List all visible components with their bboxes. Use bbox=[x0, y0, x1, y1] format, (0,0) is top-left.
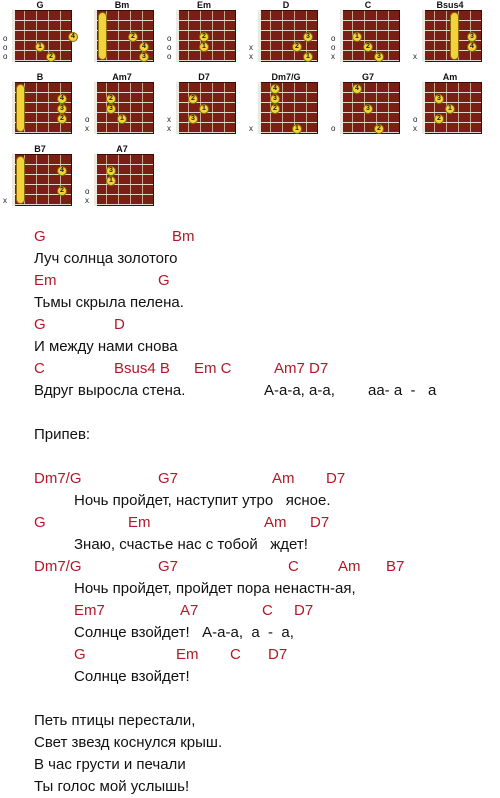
finger-dot: 2 bbox=[57, 186, 67, 196]
chord-label: D7 bbox=[326, 470, 346, 487]
lyric-text: Припев: bbox=[34, 426, 91, 443]
chord-label: Am7 D7 bbox=[274, 360, 329, 377]
chord-label: D7 bbox=[268, 646, 288, 663]
chord-label: D bbox=[114, 316, 125, 333]
chord-label: Dm7/G bbox=[34, 470, 82, 487]
finger-dot: 2 bbox=[363, 42, 373, 52]
chord-line bbox=[0, 226, 500, 248]
barre-marker bbox=[16, 156, 25, 204]
chord-line bbox=[0, 468, 500, 490]
lyric-line bbox=[0, 424, 500, 446]
lyric-text: Ночь пройдет, пройдет пора ненастн-ая, bbox=[74, 580, 356, 597]
chord-label: D7 bbox=[310, 514, 330, 531]
chord-diagram bbox=[410, 72, 490, 147]
chord-label: C bbox=[262, 602, 273, 619]
finger-dot: 4 bbox=[352, 84, 362, 94]
chord-line bbox=[0, 600, 500, 622]
lyric-text: Солнце взойдет! А-а-а, а - а, bbox=[74, 624, 294, 641]
finger-dot: 2 bbox=[434, 114, 444, 124]
muted-string-mark: x bbox=[413, 52, 417, 61]
finger-dot: 2 bbox=[128, 32, 138, 42]
finger-dot: 2 bbox=[199, 32, 209, 42]
lyric-text: Ты голос мой услышь! bbox=[34, 778, 190, 795]
chord-line bbox=[0, 644, 500, 666]
lyric-fragment: А-а-а, а-а, bbox=[264, 382, 335, 399]
open-string-mark: o bbox=[331, 43, 336, 52]
chord-line bbox=[0, 358, 500, 380]
fretboard bbox=[258, 82, 318, 134]
chord-label: G7 bbox=[158, 558, 179, 575]
muted-string-mark: x bbox=[249, 52, 253, 61]
chord-diagram bbox=[328, 0, 408, 75]
chord-diagram bbox=[82, 72, 162, 147]
finger-dot: 2 bbox=[57, 114, 67, 124]
chord-label: Bsus4 B bbox=[114, 360, 170, 377]
muted-string-mark: x bbox=[85, 196, 89, 205]
open-string-mark: o bbox=[85, 187, 90, 196]
finger-dot: 3 bbox=[434, 94, 444, 104]
finger-dot: 1 bbox=[35, 42, 45, 52]
finger-dot: 2 bbox=[374, 124, 384, 134]
chord-name: Am7 bbox=[112, 72, 132, 82]
chord-diagrams bbox=[0, 0, 500, 220]
lyric-line bbox=[0, 248, 500, 270]
open-string-mark: o bbox=[331, 34, 336, 43]
finger-dot: 4 bbox=[57, 94, 67, 104]
lyric-text: Солнце взойдет! bbox=[74, 668, 190, 685]
open-string-mark: o bbox=[85, 115, 90, 124]
chord-diagram bbox=[246, 72, 326, 147]
lyric-line bbox=[0, 710, 500, 732]
nut bbox=[422, 10, 425, 62]
nut bbox=[94, 154, 97, 206]
lyric-line bbox=[0, 754, 500, 776]
muted-string-mark: x bbox=[249, 43, 253, 52]
blank-line bbox=[0, 446, 500, 468]
chord-diagram bbox=[0, 0, 80, 75]
chord-diagram bbox=[0, 144, 80, 219]
nut bbox=[94, 10, 97, 62]
chord-name: B bbox=[36, 72, 44, 82]
chord-name: Em bbox=[196, 0, 211, 10]
nut bbox=[340, 82, 343, 134]
chord-label: Em C bbox=[194, 360, 232, 377]
lyric-fragment: Вдруг выросла стена. bbox=[34, 382, 186, 399]
blank-line bbox=[0, 402, 500, 424]
finger-dot: 4 bbox=[467, 42, 477, 52]
finger-dot: 4 bbox=[270, 84, 280, 94]
chord-name: Dm7/G bbox=[271, 72, 301, 82]
chord-diagram bbox=[164, 0, 244, 75]
lyric-text: Свет звезд коснулся крыш. bbox=[34, 734, 223, 751]
lyric-text: И между нами снова bbox=[34, 338, 178, 355]
chord-label: Dm7/G bbox=[34, 558, 82, 575]
fretboard bbox=[12, 10, 72, 62]
chord-label: Bm bbox=[172, 228, 195, 245]
open-string-mark: o bbox=[167, 34, 172, 43]
chord-name: Bm bbox=[114, 0, 130, 10]
nut bbox=[176, 10, 179, 62]
chord-diagram bbox=[410, 0, 490, 75]
chord-diagram bbox=[164, 72, 244, 147]
open-string-mark: o bbox=[3, 43, 8, 52]
chord-label: Em bbox=[34, 272, 57, 289]
chord-label: A7 bbox=[180, 602, 199, 619]
finger-dot: 2 bbox=[270, 104, 280, 114]
chord-line bbox=[0, 270, 500, 292]
chord-label: Am bbox=[272, 470, 295, 487]
lyric-line bbox=[0, 336, 500, 358]
lyric-line bbox=[0, 732, 500, 754]
finger-dot: 1 bbox=[445, 104, 455, 114]
chord-name: Am bbox=[442, 72, 458, 82]
chord-diagram bbox=[82, 0, 162, 75]
blank-line bbox=[0, 688, 500, 710]
muted-string-mark: x bbox=[85, 124, 89, 133]
lyric-text: Луч солнца золотого bbox=[34, 250, 178, 267]
chord-label: G7 bbox=[158, 470, 179, 487]
finger-dot: 3 bbox=[374, 52, 384, 62]
chord-name: G7 bbox=[361, 72, 374, 82]
chord-name: A7 bbox=[116, 144, 128, 154]
finger-dot: 3 bbox=[363, 104, 373, 114]
muted-string-mark: x bbox=[331, 52, 335, 61]
finger-dot: 1 bbox=[199, 104, 209, 114]
open-string-mark: o bbox=[3, 52, 8, 61]
lyric-text: Петь птицы перестали, bbox=[34, 712, 196, 729]
nut bbox=[258, 10, 261, 62]
finger-dot: 3 bbox=[303, 32, 313, 42]
muted-string-mark: x bbox=[3, 196, 7, 205]
open-string-mark: o bbox=[167, 43, 172, 52]
barre-marker bbox=[16, 84, 25, 132]
finger-dot: 4 bbox=[57, 166, 67, 176]
nut bbox=[176, 82, 179, 134]
lyric-fragment: аа- а - а bbox=[368, 382, 437, 399]
open-string-mark: o bbox=[3, 34, 8, 43]
lyric-text: Ночь пройдет, наступит утро ясное. bbox=[74, 492, 331, 509]
chord-line bbox=[0, 556, 500, 578]
nut bbox=[12, 154, 15, 206]
finger-dot: 3 bbox=[106, 104, 116, 114]
chord-label: G bbox=[158, 272, 170, 289]
nut bbox=[12, 10, 15, 62]
open-string-mark: o bbox=[413, 115, 418, 124]
fretboard bbox=[340, 10, 400, 62]
chord-label: C bbox=[230, 646, 241, 663]
muted-string-mark: x bbox=[249, 124, 253, 133]
chord-name: D bbox=[282, 0, 290, 10]
chord-label: G bbox=[74, 646, 86, 663]
nut bbox=[422, 82, 425, 134]
chord-label: B7 bbox=[386, 558, 405, 575]
chord-label: C bbox=[288, 558, 299, 575]
finger-dot: 2 bbox=[46, 52, 56, 62]
chord-name: C bbox=[364, 0, 372, 10]
lyric-text: Тьмы скрыла пелена. bbox=[34, 294, 184, 311]
chord-label: Em7 bbox=[74, 602, 105, 619]
finger-dot: 2 bbox=[292, 42, 302, 52]
chord-label: D7 bbox=[294, 602, 314, 619]
barre-marker bbox=[450, 12, 459, 60]
nut bbox=[340, 10, 343, 62]
finger-dot: 1 bbox=[292, 124, 302, 134]
chord-label: Am bbox=[264, 514, 287, 531]
open-string-mark: o bbox=[167, 52, 172, 61]
chord-name: B7 bbox=[34, 144, 46, 154]
chord-label: C bbox=[34, 360, 45, 377]
finger-dot: 1 bbox=[303, 52, 313, 62]
finger-dot: 3 bbox=[188, 114, 198, 124]
fretboard bbox=[94, 154, 154, 206]
chord-label: Em bbox=[128, 514, 151, 531]
muted-string-mark: x bbox=[167, 115, 171, 124]
finger-dot: 2 bbox=[188, 94, 198, 104]
chord-diagram bbox=[328, 72, 408, 147]
chord-diagram bbox=[82, 144, 162, 219]
finger-dot: 1 bbox=[352, 32, 362, 42]
finger-dot: 1 bbox=[199, 42, 209, 52]
lyric-line bbox=[0, 534, 500, 556]
chord-label: G bbox=[34, 514, 46, 531]
finger-dot: 3 bbox=[139, 52, 149, 62]
lyric-line bbox=[0, 490, 500, 512]
open-string-mark: o bbox=[331, 124, 336, 133]
chord-label: G bbox=[34, 316, 46, 333]
nut bbox=[12, 82, 15, 134]
muted-string-mark: x bbox=[167, 124, 171, 133]
chord-label: Em bbox=[176, 646, 199, 663]
barre-marker bbox=[98, 12, 107, 60]
lyric-line bbox=[0, 578, 500, 600]
nut bbox=[94, 82, 97, 134]
chord-name: Bsus4 bbox=[436, 0, 464, 10]
chord-name: D7 bbox=[198, 72, 210, 82]
chord-diagram bbox=[246, 0, 326, 75]
chord-label: Am bbox=[338, 558, 361, 575]
lyric-line bbox=[0, 666, 500, 688]
finger-dot: 3 bbox=[57, 104, 67, 114]
lyric-line bbox=[0, 622, 500, 644]
finger-dot: 3 bbox=[467, 32, 477, 42]
finger-dot: 1 bbox=[106, 176, 116, 186]
finger-dot: 3 bbox=[106, 166, 116, 176]
finger-dot: 1 bbox=[117, 114, 127, 124]
finger-dot: 4 bbox=[139, 42, 149, 52]
lyric-line bbox=[0, 292, 500, 314]
chord-line bbox=[0, 314, 500, 336]
lyric-line bbox=[0, 380, 500, 402]
finger-dot: 2 bbox=[106, 94, 116, 104]
lyric-text: Знаю, счастье нас с тобой ждет! bbox=[74, 536, 308, 553]
finger-dot: 4 bbox=[68, 32, 78, 42]
chord-line bbox=[0, 512, 500, 534]
fretboard bbox=[94, 82, 154, 134]
nut bbox=[258, 82, 261, 134]
finger-dot: 3 bbox=[270, 94, 280, 104]
chord-name: G bbox=[36, 0, 44, 10]
muted-string-mark: x bbox=[413, 124, 417, 133]
chord-label: G bbox=[34, 228, 46, 245]
lyric-text: В час грусти и печали bbox=[34, 756, 186, 773]
chord-diagram bbox=[0, 72, 80, 147]
